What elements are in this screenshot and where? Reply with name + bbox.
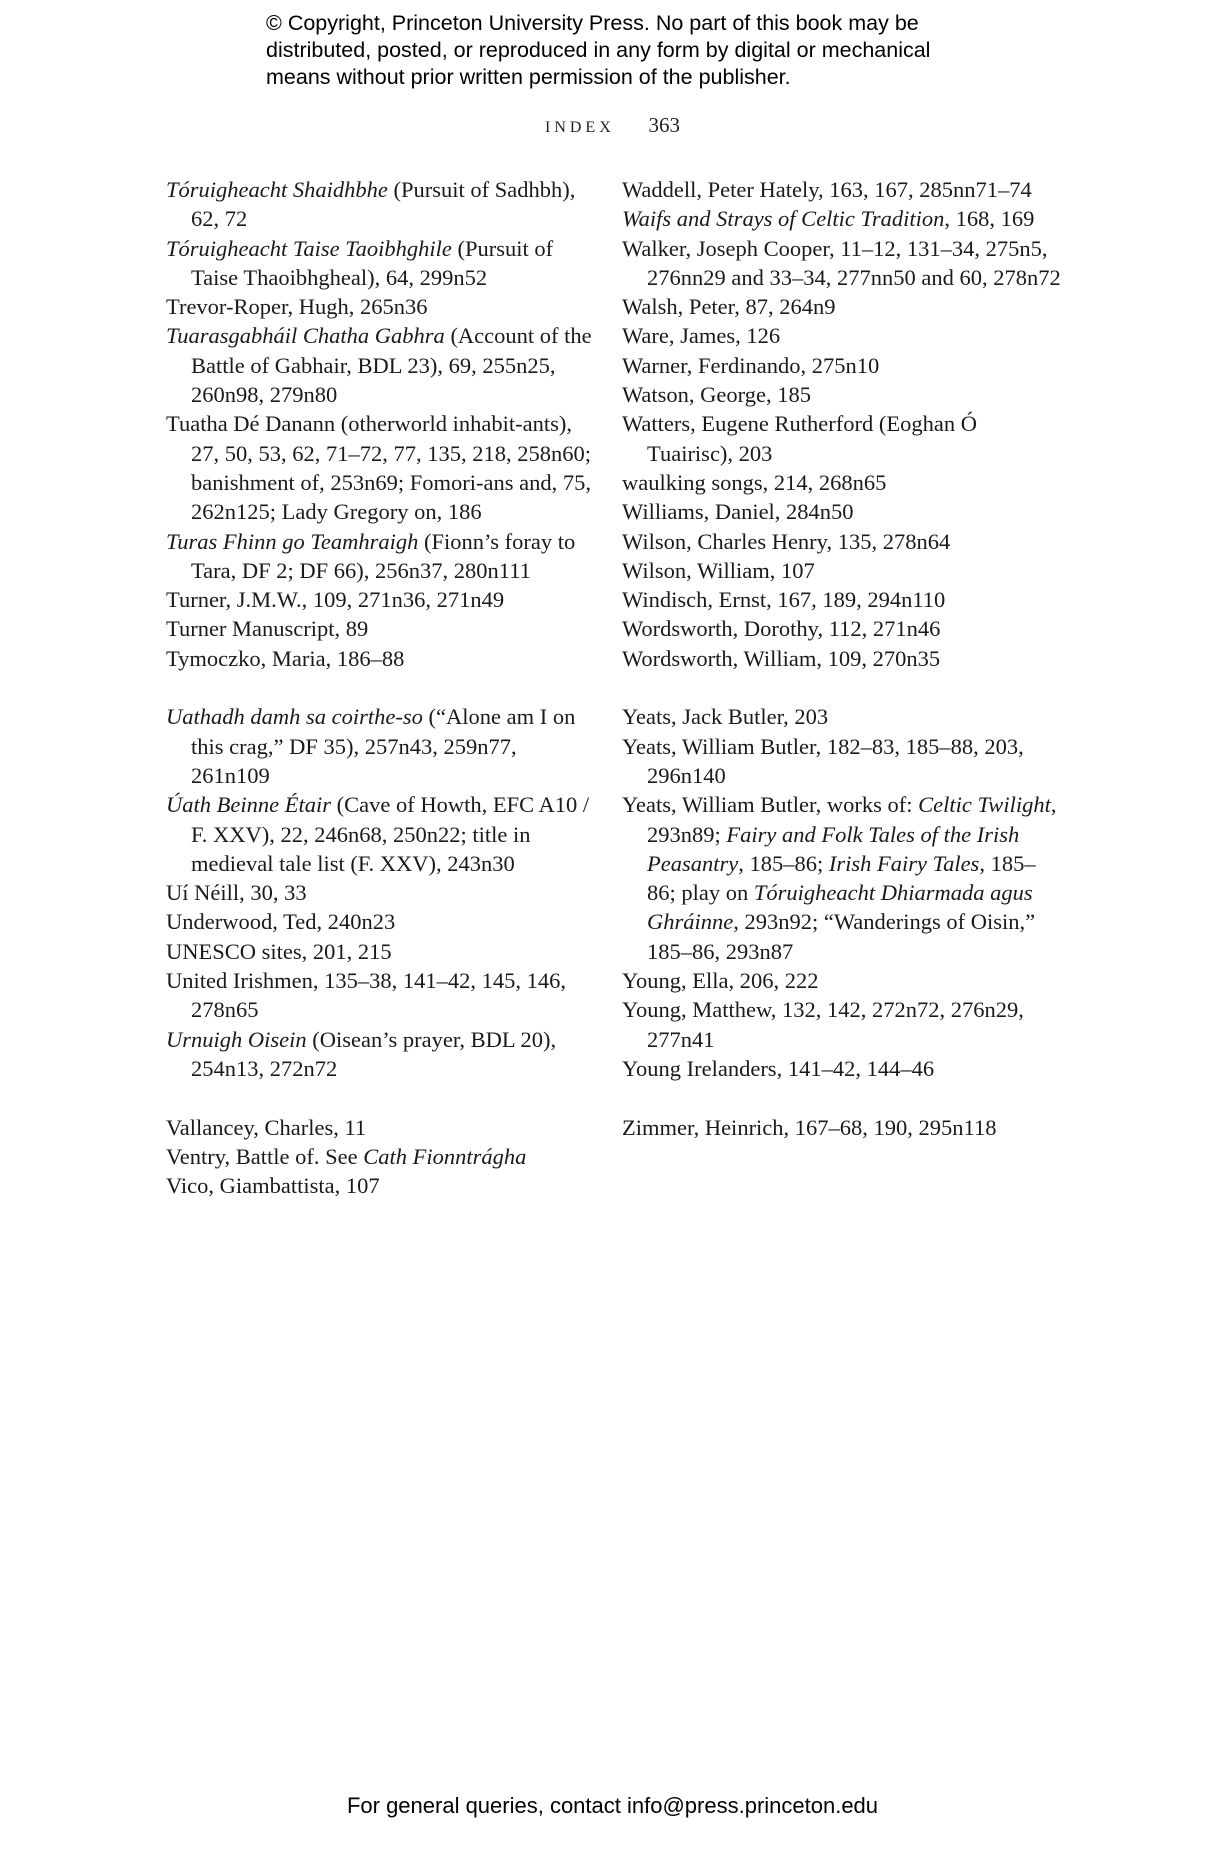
index-entry-title: Turas Fhinn go Teamhraigh [166, 528, 419, 554]
index-entry [622, 790, 1062, 966]
index-entry-text: Young, Ella, 206, 222 [622, 968, 819, 994]
index-entry-text: Wordsworth, William, 109, 270n35 [622, 645, 941, 671]
index-entry-text: Turner Manuscript, 89 [166, 616, 369, 642]
index-entry [166, 878, 596, 907]
index-entry-title: Waifs and Strays of Celtic Tradition [622, 206, 945, 232]
index-entry [166, 702, 596, 790]
copyright-line: means without prior written permission of the publisher. [266, 65, 791, 89]
index-entry-text: Trevor-Roper, Hugh, 265n36 [166, 294, 428, 320]
index-entry-text: Walker, Joseph Cooper, 11–12, 131–34, 275n5, 276nn29 and 33–34, 277nn50 and 60, 278n72 [622, 235, 1061, 290]
copyright-line: distributed, posted, or reproduced in any form by digital or mechanical [266, 38, 931, 62]
running-head-title: INDEX [544, 119, 615, 136]
index-entry-text: Ware, James, 126 [622, 323, 781, 349]
index-entry-text: Wilson, William, 107 [622, 557, 815, 583]
index-entry [166, 234, 596, 293]
index-entry-text: Wilson, Charles Henry, 135, 278n64 [622, 528, 951, 554]
index-entry [622, 321, 1062, 350]
index-column-right [622, 175, 1062, 1142]
index-entry-text: Turner, J.M.W., 109, 271n36, 271n49 [166, 587, 505, 613]
index-entry [166, 614, 596, 643]
letter-group-gap [622, 673, 1062, 702]
index-entry [622, 351, 1062, 380]
index-entry-text: Yeats, William Butler, 182–83, 185–88, 203, 296n140 [622, 733, 1024, 788]
index-entry-text: Watson, George, 185 [622, 382, 811, 408]
index-entry [166, 321, 596, 409]
index-entry-text: , 293n92; “Wanderings of Oisin,” 185–86, 293n87 [647, 909, 1036, 964]
index-column-left [166, 175, 596, 1200]
index-entry [622, 468, 1062, 497]
index-entry-title: Tóruigheacht Dhiarmada agus Ghráinne [647, 880, 1033, 935]
letter-group-gap [622, 1083, 1062, 1112]
index-entry-title: Celtic Twilight [918, 792, 1051, 818]
index-entry [166, 1113, 596, 1142]
index-entry-title: Uathadh damh sa coirthe-so [166, 704, 423, 730]
index-entry-text: , 168, 169 [944, 206, 1035, 232]
index-entry [166, 1025, 596, 1084]
copyright-line: © Copyright, Princeton University Press. No part of this book may be [266, 11, 919, 35]
index-entry [166, 585, 596, 614]
index-entry [166, 409, 596, 526]
index-entry-title: Tuarasgabháil Chatha Gabhra [166, 323, 445, 349]
index-entry-text: (Cave of Howth, EFC A10 / F. XXV), 22, 246n68, 250n22; title in medieval tale list (F. XXV), 243n30 [191, 792, 590, 876]
index-entry-text: Ventry, Battle of. See [166, 1143, 364, 1169]
index-entry-text: (“Alone am I on this crag,” DF 35), 257n43, 259n77, 261n109 [191, 704, 576, 788]
index-entry-title: Úath Beinne Étair [166, 792, 331, 818]
index-entry-text: Underwood, Ted, 240n23 [166, 909, 396, 935]
index-entry-text: Williams, Daniel, 284n50 [622, 499, 854, 525]
index-entry [166, 907, 596, 936]
index-entry-text: Warner, Ferdinando, 275n10 [622, 352, 880, 378]
index-entry-text: Zimmer, Heinrich, 167–68, 190, 295n118 [622, 1114, 997, 1140]
index-entry-title: Fairy and Folk Tales of the Irish Peasantry [647, 821, 1020, 876]
index-entry [622, 1113, 1062, 1142]
index-entry [166, 292, 596, 321]
index-entry [622, 732, 1062, 791]
index-entry [166, 1171, 596, 1200]
index-entry [622, 380, 1062, 409]
index-entry [622, 995, 1062, 1054]
running-head [0, 113, 1225, 138]
index-entry [622, 234, 1062, 293]
index-entry [622, 409, 1062, 468]
index-entry [166, 175, 596, 234]
index-entry-text: (Account of the Battle of Gabhair, BDL 23), 69, 255n25, 260n98, 279n80 [191, 323, 592, 408]
index-entry-text: Vico, Giambattista, 107 [166, 1173, 380, 1199]
index-entry [622, 204, 1062, 233]
index-entry-text: Yeats, Jack Butler, 203 [622, 704, 829, 730]
index-entry-text: (Pursuit of Taise Thaoibhgheal), 64, 299n52 [191, 235, 554, 290]
index-entry-text: Tymoczko, Maria, 186–88 [166, 645, 405, 671]
index-entry [622, 585, 1062, 614]
index-entry-text: , 293n89; [647, 792, 1057, 847]
index-entry [166, 937, 596, 966]
index-entry [166, 1142, 596, 1171]
page-number: 363 [648, 113, 680, 137]
index-entry-text: UNESCO sites, 201, 215 [166, 938, 392, 964]
index-entry [622, 497, 1062, 526]
index-entry-text: Tuatha Dé Danann (otherworld inhabit-ants), 27, 50, 53, 62, 71–72, 77, 135, 218, 258n60; banishment of, 253n69; Fomori-ans and, 75, 262n125; Lady Gregory on, 186 [166, 411, 592, 525]
index-entry [622, 527, 1062, 556]
index-entry-text: Walsh, Peter, 87, 264n9 [622, 294, 836, 320]
index-entry [622, 292, 1062, 321]
index-entry [622, 966, 1062, 995]
index-entry-text: , 185–86; play on [647, 850, 1036, 906]
index-entry-title: Urnuigh Oisein [166, 1026, 307, 1052]
index-entry-text: Vallancey, Charles, 11 [166, 1114, 367, 1140]
index-entry-text: Wordsworth, Dorothy, 112, 271n46 [622, 616, 941, 642]
letter-group-gap [166, 673, 596, 702]
index-entry-text: Young Irelanders, 141–42, 144–46 [622, 1055, 935, 1081]
index-entry-text: , 185–86; [738, 850, 829, 876]
index-entry-text: Young, Matthew, 132, 142, 272n72, 276n29, 277n41 [622, 997, 1024, 1052]
index-entry-text: Yeats, William Butler, works of: [622, 792, 919, 818]
index-entry [622, 1054, 1062, 1083]
footer-contact: For general queries, contact info@press.princeton.edu [346, 1793, 879, 1818]
index-entry-text: Waddell, Peter Hately, 163, 167, 285nn71–74 [622, 177, 1032, 202]
index-entry [622, 614, 1062, 643]
letter-group-gap [166, 1083, 596, 1112]
index-entry [166, 790, 596, 878]
index-entry-text: (Pursuit of Sadhbh), 62, 72 [191, 177, 576, 232]
index-entry [622, 556, 1062, 585]
index-entry-text: Uí Néill, 30, 33 [166, 880, 307, 906]
index-entry [622, 644, 1062, 673]
index-entry-text: United Irishmen, 135–38, 141–42, 145, 146, 278n65 [166, 968, 566, 1023]
index-entry [166, 966, 596, 1025]
index-entry-text: (Oisean’s prayer, BDL 20), 254n13, 272n72 [191, 1026, 557, 1081]
index-entry-title: Tóruigheacht Shaidhbhe [166, 177, 388, 202]
index-entry [622, 175, 1062, 204]
index-entry-text: waulking songs, 214, 268n65 [622, 469, 887, 495]
index-entry-text: Watters, Eugene Rutherford (Eoghan Ó Tuairisc), 203 [622, 411, 977, 466]
index-entry-text: Windisch, Ernst, 167, 189, 294n110 [622, 587, 946, 613]
index-entry-text: (Fionn’s foray to Tara, DF 2; DF 66), 256n37, 280n111 [191, 528, 576, 583]
index-entry [166, 527, 596, 586]
copyright-notice [266, 10, 1006, 91]
index-entry [622, 702, 1062, 731]
index-entry-title: Cath Fionntrágha [363, 1143, 527, 1169]
index-entry-title: Irish Fairy Tales [828, 850, 980, 876]
index-entry-title: Tóruigheacht Taise Taoibhghile [166, 235, 452, 261]
index-entry [166, 644, 596, 673]
